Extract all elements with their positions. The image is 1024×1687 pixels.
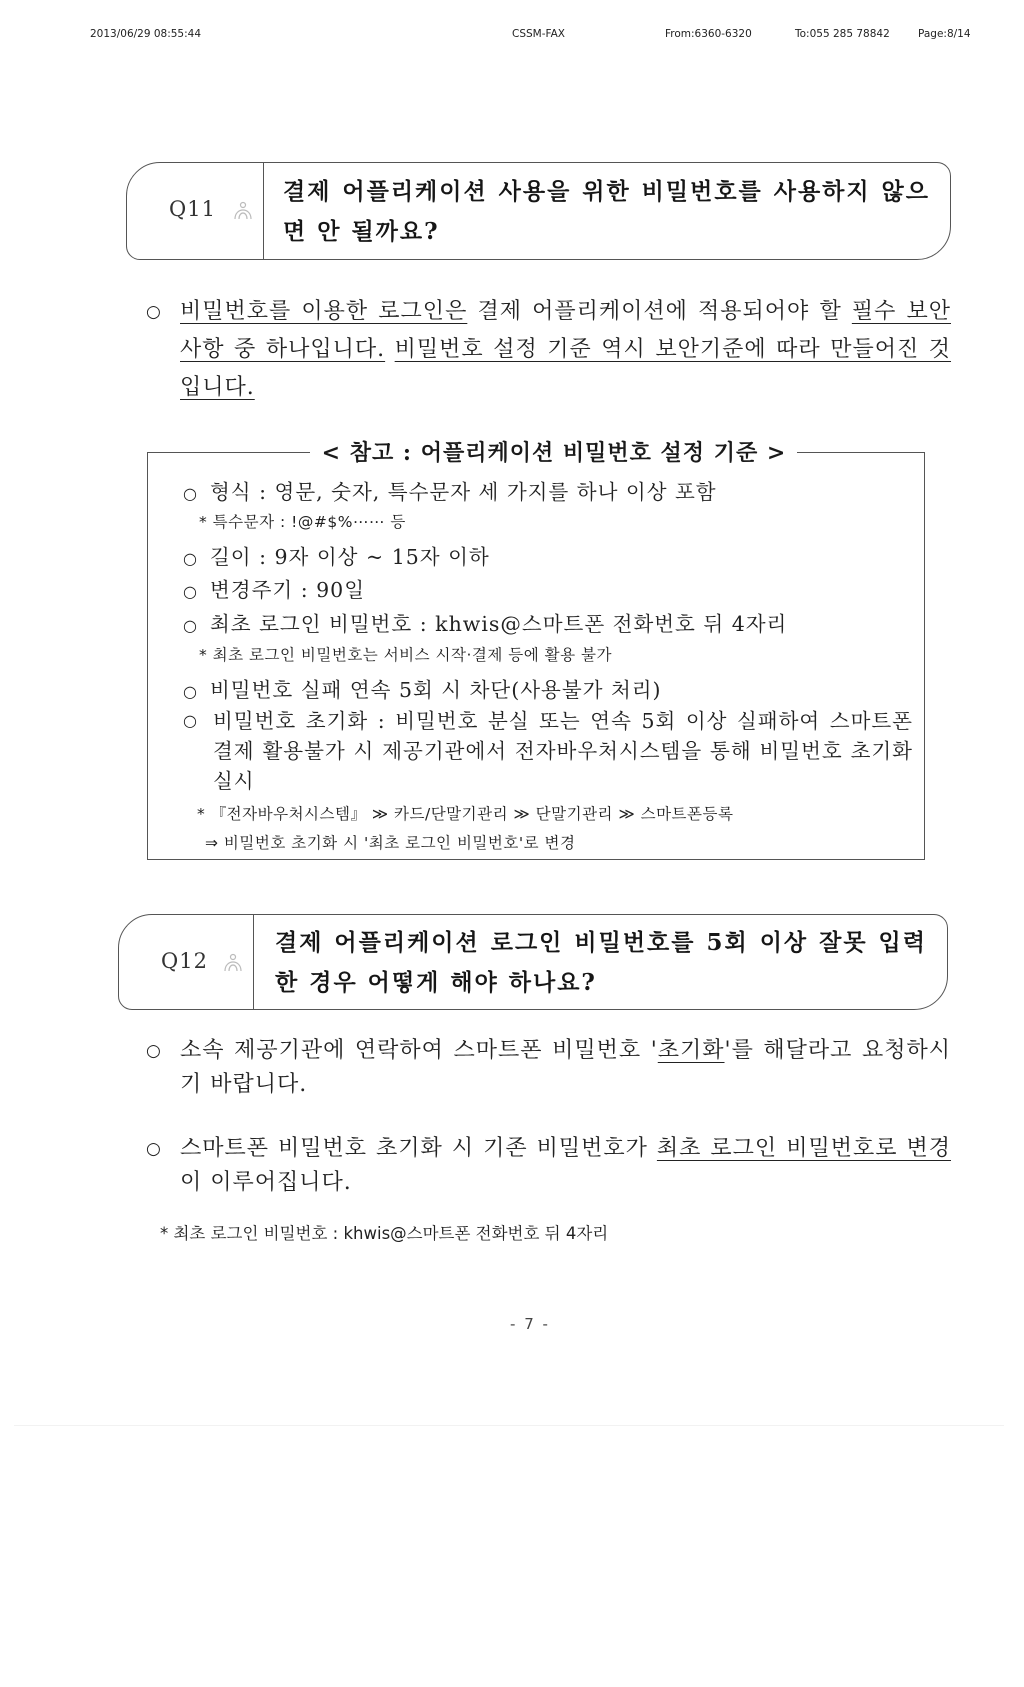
reference-item-text: 최초 로그인 비밀번호 : khwis@스마트폰 전화번호 뒤 4자리	[209, 612, 788, 636]
reference-note-initial-password: * 최초 로그인 비밀번호는 서비스 시작·결제 등에 활용 불가	[199, 646, 612, 664]
question-box-q12	[118, 914, 948, 1010]
answer-segment-underlined: 비밀번호 설정 기준 역시 보안기준에 따라 만들어진 것입니다.	[180, 337, 952, 400]
answer-segment: 이 이루어집니다.	[180, 1170, 352, 1195]
answer-body	[180, 293, 951, 407]
answer-segment: '를 해달라고 요청하시기 바랍니다.	[180, 1038, 951, 1097]
answer-segment: 스마트폰 비밀번호 초기화 시 기존 비밀번호가	[180, 1136, 657, 1161]
answer-note-initial-password: * 최초 로그인 비밀번호 : khwis@스마트폰 전화번호 뒤 4자리	[160, 1224, 609, 1243]
reference-note-special-chars: * 특수문자 : !@#$%⋯⋯ 등	[199, 513, 406, 531]
bullet-circle-icon: ○	[146, 1139, 162, 1159]
reference-note-system-path: * 『전자바우처시스템』 ≫ 카드/단말기관리 ≫ 단말기관리 ≫ 스마트폰등록	[197, 805, 734, 823]
reference-note-reset-result: ⇒ 비밀번호 초기화 시 '최초 로그인 비밀번호'로 변경	[205, 834, 576, 852]
reference-title: < 참고 : 어플리케이션 비밀번호 설정 기준 >	[321, 440, 787, 466]
reference-item-text: 변경주기 : 90일	[209, 578, 366, 602]
bullet-circle-icon: ○	[146, 1041, 162, 1061]
fax-header	[0, 28, 1024, 44]
answer-segment-underlined: 초기화	[657, 1038, 725, 1063]
answer-paragraph-q12-1	[146, 1034, 951, 1102]
question-ornament-icon	[230, 197, 256, 223]
answer-segment: 결제 어플리케이션에 적용되어야 할	[467, 299, 852, 324]
question-ornament-icon	[220, 949, 246, 975]
question-text: 결제 어플리케이션 로그인 비밀번호를 5회 이상 잘못 입력한 경우 어떻게 해야 하나요?	[275, 929, 927, 996]
reference-item-reset	[183, 706, 913, 796]
reference-item-text: 비밀번호 실패 연속 5회 시 차단(사용불가 처리)	[209, 678, 662, 702]
answer-paragraph-q11	[146, 293, 951, 407]
question-number: Q12	[161, 949, 208, 973]
reference-item-format	[183, 475, 717, 505]
bullet-circle-icon: ○	[183, 711, 198, 730]
bullet-circle-icon: ○	[183, 549, 198, 568]
fax-datetime: 2013/06/29 08:55:44	[90, 28, 202, 40]
fax-from: From:6360-6320	[665, 28, 752, 40]
bullet-circle-icon: ○	[183, 616, 198, 635]
question-text: 결제 어플리케이션 사용을 위한 비밀번호를 사용하지 않으면 안 될까요?	[283, 178, 930, 245]
reference-item-length	[183, 540, 490, 570]
fax-company: CSSM-FAX	[512, 28, 565, 40]
fax-to: To:055 285 78842	[795, 28, 890, 40]
reference-item-text: 형식 : 영문, 숫자, 특수문자 세 가지를 하나 이상 포함	[209, 480, 717, 504]
reference-item-lockout	[183, 673, 662, 703]
answer-segment-underlined: 필수 보안사항 중 하나입니다.	[180, 299, 951, 362]
fax-page: Page:8/14	[918, 28, 971, 40]
answer-segment-underlined: 최초 로그인 비밀번호로 변경	[656, 1136, 951, 1161]
bullet-circle-icon: ○	[183, 484, 198, 503]
answer-paragraph-q12-2	[146, 1132, 951, 1200]
answer-segment: 소속 제공기관에 연락하여 스마트폰 비밀번호 '	[180, 1038, 658, 1063]
bullet-circle-icon: ○	[183, 682, 198, 701]
answer-body	[180, 1034, 951, 1102]
reference-item-text: 길이 : 9자 이상 ~ 15자 이하	[209, 545, 490, 569]
question-box-q11	[126, 162, 951, 260]
scan-page-edge	[14, 1425, 1004, 1426]
question-number: Q11	[169, 197, 216, 221]
page-number: - 7 -	[510, 1315, 550, 1333]
answer-segment	[385, 337, 395, 362]
bullet-circle-icon: ○	[183, 582, 198, 601]
answer-segment-underlined: 비밀번호를 이용한 로그인은	[180, 299, 468, 324]
bullet-circle-icon: ○	[146, 302, 162, 322]
reference-item-cycle	[183, 573, 365, 603]
reference-item-text: 비밀번호 초기화 : 비밀번호 분실 또는 연속 5회 이상 실패하여 스마트폰 결제 활용불가 시 제공기관에서 전자바우처시스템을 통해 비밀번호 초기화 실시	[213, 709, 913, 793]
reference-item-initial-password	[183, 607, 787, 637]
answer-body	[180, 1132, 951, 1200]
